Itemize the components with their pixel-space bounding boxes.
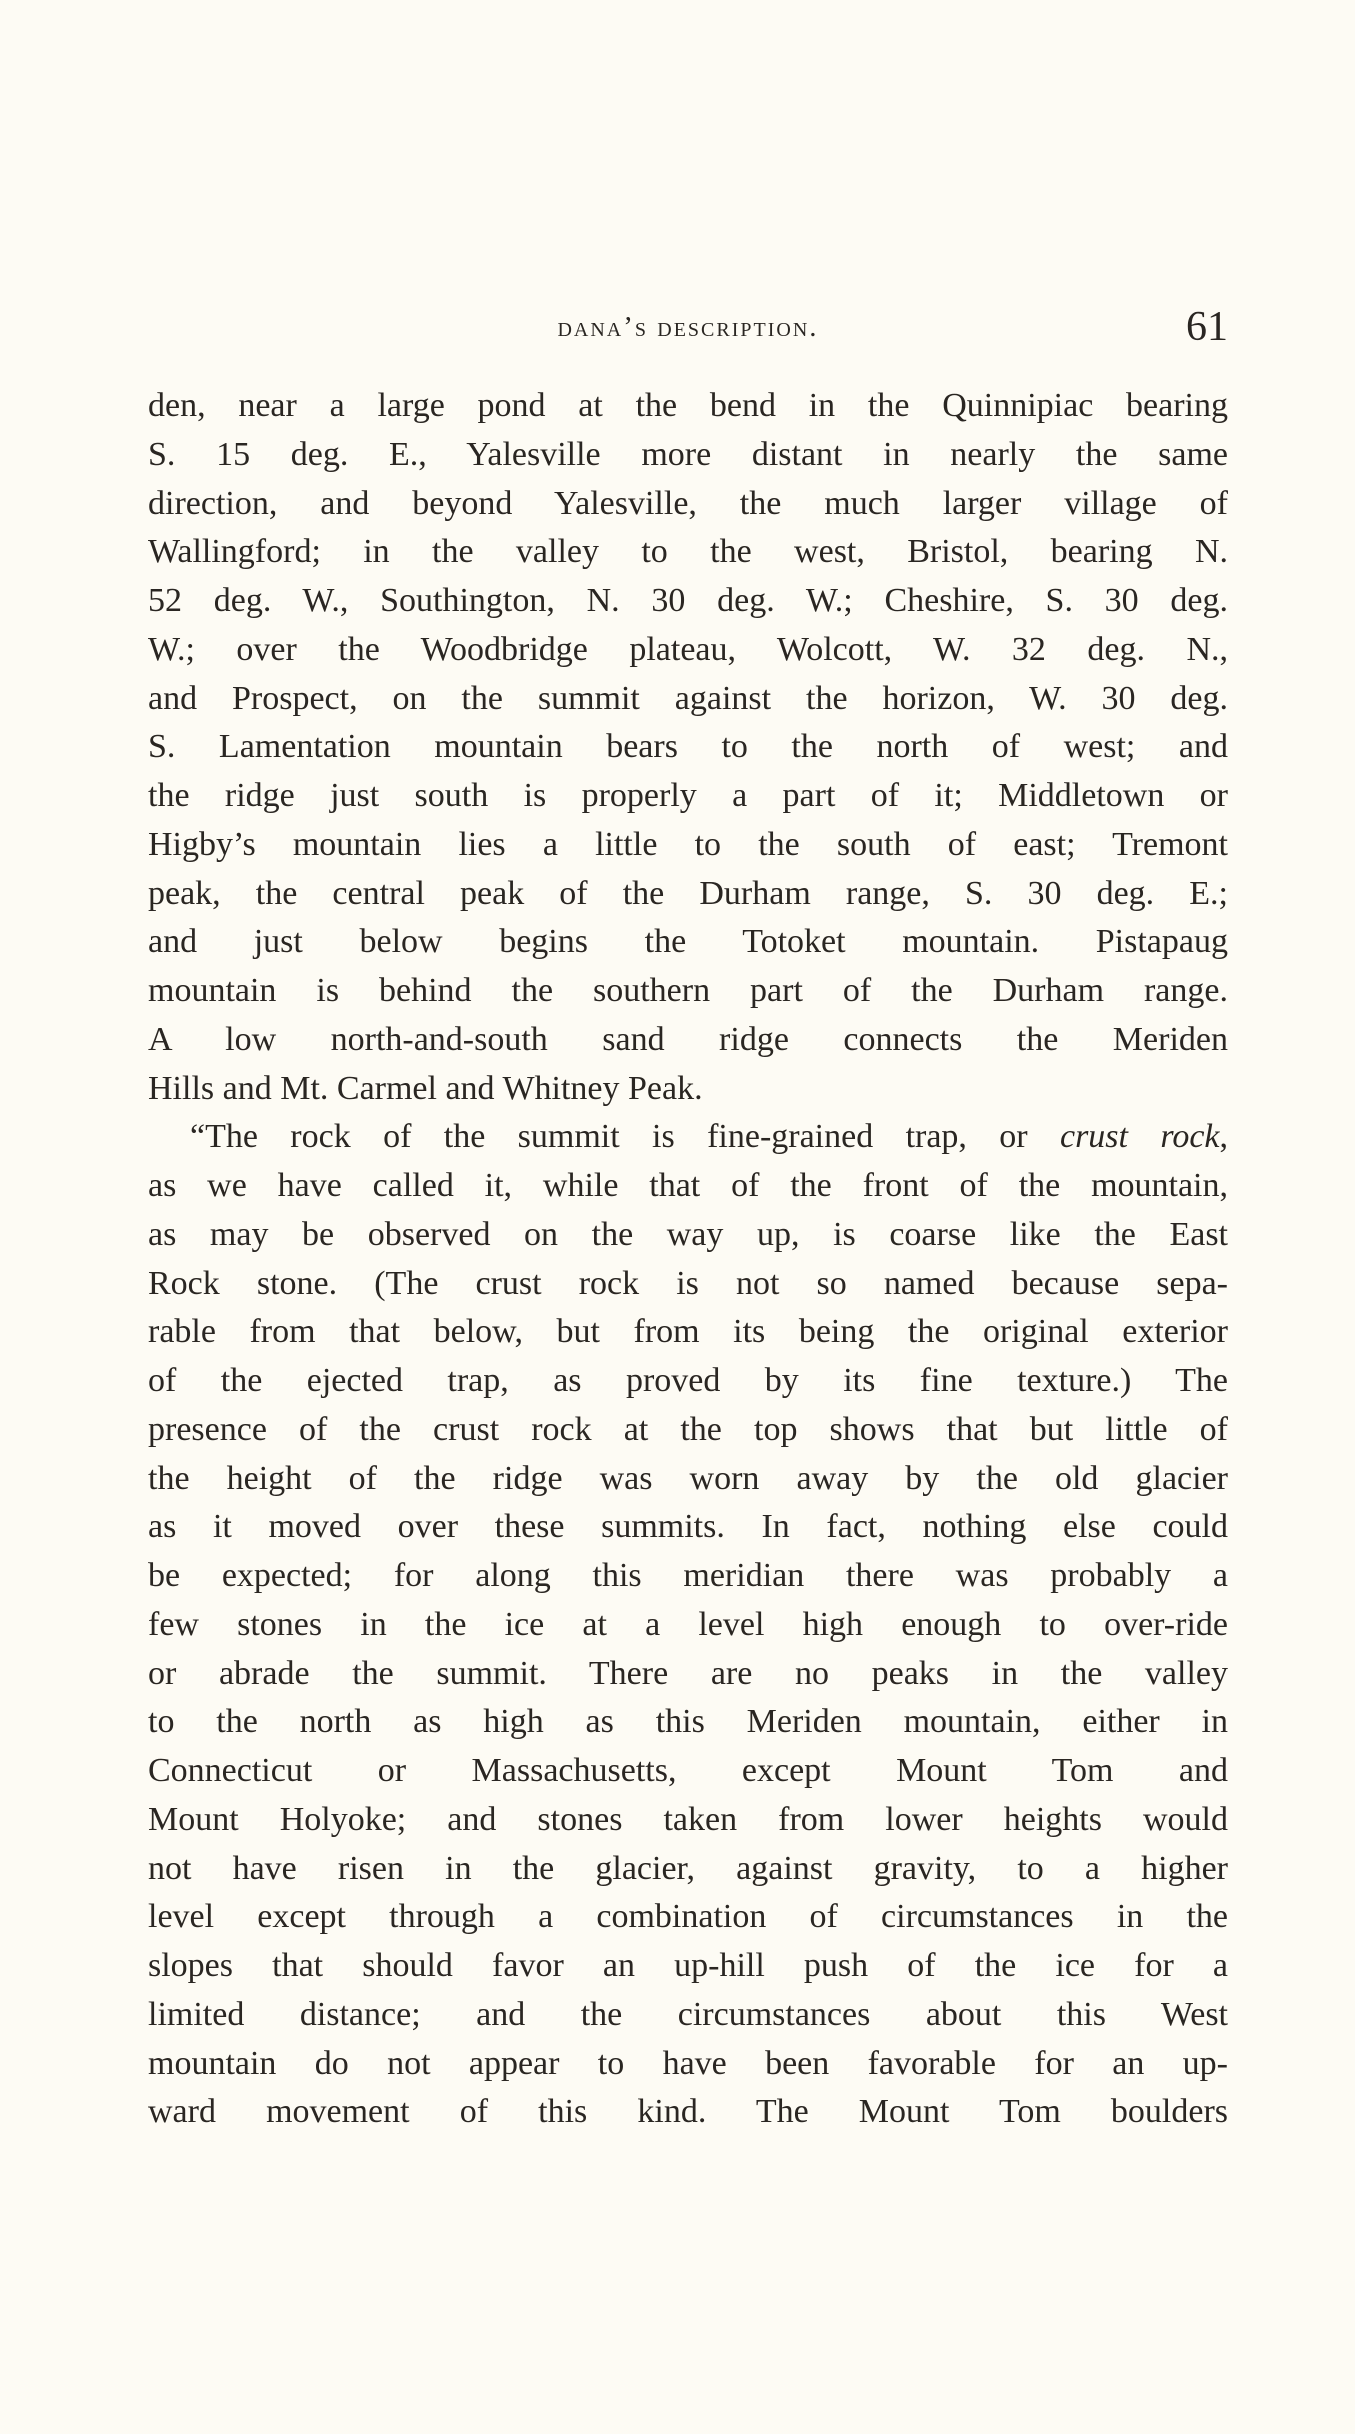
text-line: 52 deg. W., Southington, N. 30 deg. W.; Cheshire, S. 30 deg. (148, 582, 1228, 619)
text-line: Wallingford; in the valley to the west, Bristol, bearing N. (148, 533, 1228, 571)
text-line: direction, and beyond Yalesville, the much larger village of (148, 484, 1228, 522)
text-line: level except through a combination of circumstances in the (148, 1898, 1228, 1936)
text-line: or abrade the summit. There are no peaks in the valley (148, 1654, 1228, 1692)
text-line: S. Lamentation mountain bears to the north of west; and (148, 728, 1228, 766)
text-line: slopes that should favor an up-hill push of the ice for a (148, 1947, 1228, 1984)
text-line: and Prospect, on the summit against the horizon, W. 30 deg. (148, 679, 1228, 717)
text-line: as may be observed on the way up, is coarse like the East (148, 1215, 1228, 1253)
running-title: dana’s description. (557, 311, 819, 343)
text-line: as it moved over these summits. In fact, nothing else could (148, 1508, 1228, 1546)
text-line: den, near a large pond at the bend in the Quinnipiac bearing (148, 387, 1228, 424)
text-line: Connecticut or Massachusetts, except Mount Tom and (148, 1752, 1228, 1789)
text-line: S. 15 deg. E., Yalesville more distant in nearly the same (148, 435, 1228, 473)
text-line: as we have called it, while that of the front of the mountain, (148, 1167, 1228, 1204)
text-line: ward movement of this kind. The Mount Tom boulders (148, 2093, 1228, 2131)
text-line: peak, the central peak of the Durham range, S. 30 deg. E.; (148, 874, 1228, 912)
text-line: Rock stone. (The crust rock is not so named because sepa- (148, 1264, 1228, 1302)
text-line: the ridge just south is properly a part of it; Middletown or (148, 777, 1228, 814)
paragraph-1 (148, 382, 1228, 1113)
page-number: 61 (1186, 304, 1228, 350)
text-line: limited distance; and the circumstances about this West (148, 1995, 1228, 2033)
text-line: mountain is behind the southern part of the Durham range. (148, 972, 1228, 1009)
paragraph-2 (148, 1113, 1228, 2137)
text-fragment: “The rock of the summit is fine-grained trap, or (190, 1118, 1060, 1156)
text-line: be expected; for along this meridian there was probably a (148, 1557, 1228, 1594)
text-line: few stones in the ice at a level high enough to over-ride (148, 1605, 1228, 1643)
text-line: A low north-and-south sand ridge connects the Meriden (148, 1020, 1228, 1058)
text-line: Hills and Mt. Carmel and Whitney Peak. (148, 1069, 703, 1107)
text-line: to the north as high as this Meriden mountain, either in (148, 1703, 1228, 1741)
text-line: presence of the crust rock at the top shows that but little of (148, 1410, 1228, 1448)
text-line: rable from that below, but from its being the original exterior (148, 1313, 1228, 1351)
italic-term: crust rock (1059, 1118, 1220, 1156)
text-line: Higby’s mountain lies a little to the south of east; Tremont (148, 825, 1228, 863)
text-line: mountain do not appear to have been favorable for an up- (148, 2044, 1228, 2082)
text-line: Mount Holyoke; and stones taken from lower heights would (148, 1800, 1228, 1838)
running-head (148, 303, 1228, 353)
text-fragment: , (1219, 1118, 1228, 1156)
text-line-opening (148, 1113, 1228, 1162)
text-line: the height of the ridge was worn away by the old glacier (148, 1459, 1228, 1497)
text-line: W.; over the Woodbridge plateau, Wolcott, W. 32 deg. N., (148, 630, 1228, 668)
body-text (148, 382, 1228, 2137)
text-line: not have risen in the glacier, against gravity, to a higher (148, 1849, 1228, 1887)
text-line: and just below begins the Totoket mountain. Pistapaug (148, 923, 1228, 961)
text-line: of the ejected trap, as proved by its fine texture.) The (148, 1362, 1228, 1399)
